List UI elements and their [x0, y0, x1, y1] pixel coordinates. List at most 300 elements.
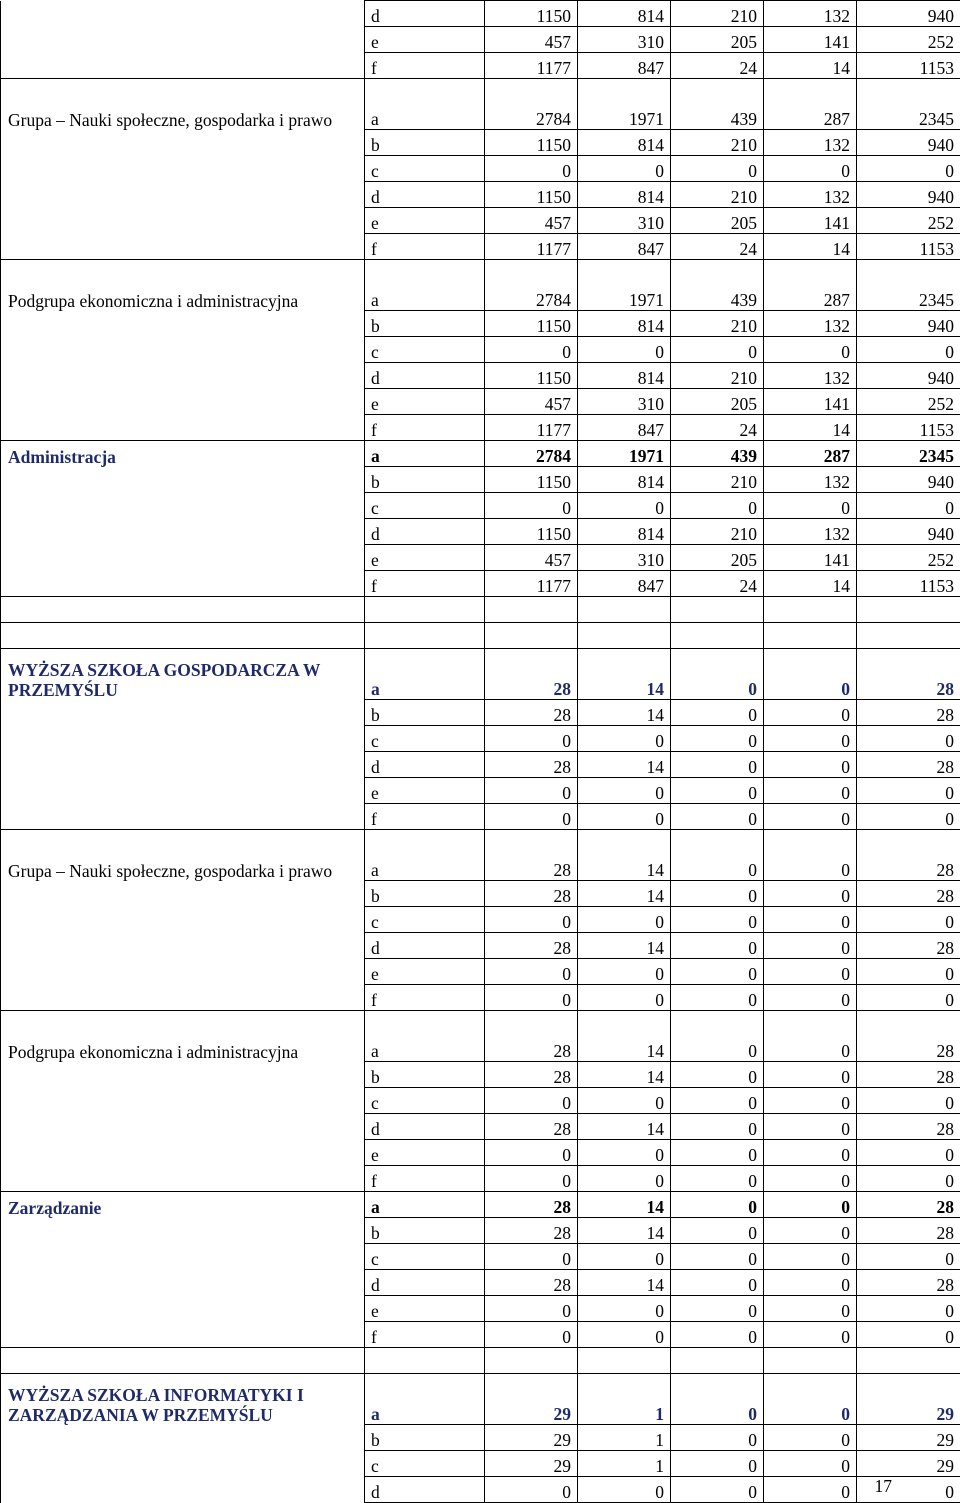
table-row: [1, 1374, 960, 1425]
value-cell: 0: [764, 881, 857, 907]
table-row: [1, 53, 960, 79]
value-cell: 287: [764, 260, 857, 311]
row-label: [1, 493, 365, 519]
value-cell: [857, 1348, 960, 1374]
value-cell: 28: [857, 1062, 960, 1088]
value-cell: 0: [485, 1322, 578, 1348]
value-cell: 940: [857, 519, 960, 545]
table-row: [1, 1166, 960, 1192]
value-cell: 132: [764, 519, 857, 545]
value-cell: 0: [764, 700, 857, 726]
row-code: e: [365, 1140, 485, 1166]
value-cell: 457: [485, 208, 578, 234]
value-cell: 0: [857, 1166, 960, 1192]
value-cell: 940: [857, 130, 960, 156]
value-cell: 2345: [857, 441, 960, 467]
value-cell: 14: [764, 53, 857, 79]
row-label: [1, 1166, 365, 1192]
value-cell: 0: [485, 959, 578, 985]
value-cell: 14: [578, 1192, 671, 1218]
table-row: [1, 1296, 960, 1322]
value-cell: 847: [578, 415, 671, 441]
row-code: b: [365, 1062, 485, 1088]
row-code: b: [365, 881, 485, 907]
row-code: e: [365, 389, 485, 415]
table-row: [1, 545, 960, 571]
value-cell: 0: [671, 1011, 764, 1062]
value-cell: 0: [671, 985, 764, 1011]
value-cell: 28: [485, 649, 578, 700]
table-row: [1, 519, 960, 545]
row-code: a: [365, 441, 485, 467]
table-row: [1, 1114, 960, 1140]
value-cell: 29: [485, 1374, 578, 1425]
row-label: [1, 752, 365, 778]
value-cell: 457: [485, 27, 578, 53]
row-code: f: [365, 804, 485, 830]
row-label: [1, 1, 365, 27]
row-code: d: [365, 1, 485, 27]
value-cell: 0: [671, 1192, 764, 1218]
value-cell: 940: [857, 363, 960, 389]
row-code: c: [365, 1451, 485, 1477]
value-cell: [485, 1348, 578, 1374]
value-cell: 132: [764, 467, 857, 493]
table-row: [1, 389, 960, 415]
value-cell: 457: [485, 545, 578, 571]
table-row: [1, 726, 960, 752]
value-cell: 439: [671, 260, 764, 311]
row-code: [365, 1348, 485, 1374]
value-cell: 0: [485, 337, 578, 363]
value-cell: 252: [857, 27, 960, 53]
row-code: [365, 623, 485, 649]
value-cell: 24: [671, 234, 764, 260]
table-row: [1, 1244, 960, 1270]
value-cell: 14: [578, 830, 671, 881]
value-cell: 0: [485, 1166, 578, 1192]
row-label: [1, 1088, 365, 1114]
blank-row: [1, 623, 960, 649]
value-cell: 132: [764, 363, 857, 389]
table-row: [1, 79, 960, 130]
row-code: d: [365, 933, 485, 959]
value-cell: 0: [764, 1140, 857, 1166]
row-code: e: [365, 545, 485, 571]
row-label: [1, 156, 365, 182]
table-row: [1, 907, 960, 933]
table-row: [1, 260, 960, 311]
value-cell: 28: [485, 1114, 578, 1140]
value-cell: 28: [485, 1192, 578, 1218]
table-row: [1, 182, 960, 208]
value-cell: 28: [485, 1062, 578, 1088]
value-cell: 457: [485, 389, 578, 415]
value-cell: 1971: [578, 260, 671, 311]
row-label: [1, 1114, 365, 1140]
value-cell: 2784: [485, 79, 578, 130]
value-cell: 28: [857, 881, 960, 907]
row-label: [1, 1477, 365, 1503]
value-cell: 847: [578, 53, 671, 79]
row-label: [1, 700, 365, 726]
value-cell: 252: [857, 545, 960, 571]
value-cell: 1177: [485, 234, 578, 260]
value-cell: 28: [485, 933, 578, 959]
value-cell: 0: [764, 830, 857, 881]
value-cell: 0: [764, 907, 857, 933]
table-row: [1, 778, 960, 804]
value-cell: 1: [578, 1451, 671, 1477]
row-code: a: [365, 1192, 485, 1218]
value-cell: 0: [671, 1477, 764, 1503]
row-code: a: [365, 649, 485, 700]
row-code: e: [365, 208, 485, 234]
value-cell: [857, 623, 960, 649]
value-cell: 0: [671, 778, 764, 804]
row-label: [1, 234, 365, 260]
table-row: [1, 363, 960, 389]
row-label: [1, 804, 365, 830]
row-label: [1, 1296, 365, 1322]
value-cell: 0: [857, 778, 960, 804]
value-cell: 0: [764, 156, 857, 182]
table-row: [1, 1322, 960, 1348]
value-cell: 814: [578, 311, 671, 337]
row-label: [1, 53, 365, 79]
row-code: d: [365, 363, 485, 389]
row-code: e: [365, 27, 485, 53]
row-label: [1, 778, 365, 804]
table-row: [1, 959, 960, 985]
row-code: e: [365, 778, 485, 804]
value-cell: 0: [578, 1477, 671, 1503]
row-label: [1, 959, 365, 985]
value-cell: 0: [671, 1425, 764, 1451]
row-code: c: [365, 1244, 485, 1270]
row-code: c: [365, 907, 485, 933]
row-label: Podgrupa ekonomiczna i administracyjna: [1, 1011, 365, 1062]
value-cell: [671, 623, 764, 649]
value-cell: 14: [764, 234, 857, 260]
row-code: c: [365, 726, 485, 752]
value-cell: 1150: [485, 1, 578, 27]
value-cell: 0: [857, 1296, 960, 1322]
value-cell: 1150: [485, 311, 578, 337]
value-cell: 0: [671, 493, 764, 519]
value-cell: 0: [578, 1322, 671, 1348]
row-code: b: [365, 1425, 485, 1451]
value-cell: 252: [857, 208, 960, 234]
row-code: d: [365, 752, 485, 778]
value-cell: 24: [671, 571, 764, 597]
value-cell: 0: [671, 1322, 764, 1348]
value-cell: 14: [578, 933, 671, 959]
value-cell: 1177: [485, 415, 578, 441]
value-cell: 205: [671, 389, 764, 415]
value-cell: 0: [671, 1062, 764, 1088]
value-cell: 310: [578, 27, 671, 53]
value-cell: 0: [764, 1477, 857, 1503]
value-cell: 0: [764, 804, 857, 830]
value-cell: 210: [671, 130, 764, 156]
row-label: [1, 726, 365, 752]
row-label: [1, 311, 365, 337]
value-cell: [764, 597, 857, 623]
value-cell: 210: [671, 1, 764, 27]
row-label: [1, 985, 365, 1011]
value-cell: 0: [857, 1322, 960, 1348]
value-cell: 0: [671, 1088, 764, 1114]
value-cell: 0: [578, 959, 671, 985]
row-code: d: [365, 519, 485, 545]
row-code: e: [365, 1296, 485, 1322]
row-code: f: [365, 1166, 485, 1192]
value-cell: [578, 597, 671, 623]
table-row: [1, 337, 960, 363]
row-code: a: [365, 260, 485, 311]
value-cell: 1150: [485, 363, 578, 389]
value-cell: 0: [764, 1270, 857, 1296]
table-row: [1, 311, 960, 337]
value-cell: 0: [764, 1244, 857, 1270]
value-cell: 1153: [857, 53, 960, 79]
value-cell: 0: [671, 1140, 764, 1166]
value-cell: 24: [671, 415, 764, 441]
table-row: [1, 1270, 960, 1296]
value-cell: 0: [578, 1244, 671, 1270]
value-cell: [578, 1348, 671, 1374]
value-cell: 2345: [857, 260, 960, 311]
value-cell: 0: [671, 933, 764, 959]
value-cell: 0: [671, 1296, 764, 1322]
value-cell: 0: [671, 752, 764, 778]
value-cell: 814: [578, 130, 671, 156]
value-cell: 24: [671, 53, 764, 79]
value-cell: 0: [671, 1114, 764, 1140]
value-cell: 0: [485, 907, 578, 933]
table-row: [1, 234, 960, 260]
row-code: c: [365, 1088, 485, 1114]
value-cell: 0: [764, 726, 857, 752]
value-cell: 0: [485, 156, 578, 182]
row-label: [1, 597, 365, 623]
value-cell: 310: [578, 389, 671, 415]
value-cell: 847: [578, 571, 671, 597]
value-cell: 1971: [578, 79, 671, 130]
value-cell: 287: [764, 79, 857, 130]
row-code: [365, 597, 485, 623]
value-cell: 847: [578, 234, 671, 260]
value-cell: 0: [764, 959, 857, 985]
value-cell: 14: [578, 1270, 671, 1296]
value-cell: 0: [857, 1140, 960, 1166]
row-label: Administracja: [1, 441, 365, 467]
value-cell: 0: [764, 1374, 857, 1425]
table-row: [1, 208, 960, 234]
value-cell: 28: [485, 752, 578, 778]
value-cell: 0: [578, 1296, 671, 1322]
value-cell: 210: [671, 182, 764, 208]
value-cell: 0: [671, 804, 764, 830]
value-cell: 14: [764, 415, 857, 441]
value-cell: 141: [764, 27, 857, 53]
value-cell: 28: [857, 1114, 960, 1140]
row-code: b: [365, 130, 485, 156]
table-row: [1, 467, 960, 493]
value-cell: 0: [764, 1218, 857, 1244]
value-cell: 28: [485, 881, 578, 907]
value-cell: 132: [764, 1, 857, 27]
value-cell: 0: [671, 1374, 764, 1425]
value-cell: 0: [857, 985, 960, 1011]
row-label: Grupa – Nauki społeczne, gospodarka i prawo: [1, 830, 365, 881]
value-cell: 0: [764, 1192, 857, 1218]
value-cell: 28: [857, 649, 960, 700]
value-cell: 814: [578, 467, 671, 493]
row-code: d: [365, 1477, 485, 1503]
value-cell: 0: [485, 493, 578, 519]
row-label: [1, 571, 365, 597]
value-cell: 0: [764, 1425, 857, 1451]
row-code: f: [365, 985, 485, 1011]
value-cell: 14: [578, 1218, 671, 1244]
table-row: [1, 1088, 960, 1114]
value-cell: 132: [764, 311, 857, 337]
value-cell: 0: [671, 156, 764, 182]
value-cell: 28: [857, 1218, 960, 1244]
value-cell: 0: [578, 1088, 671, 1114]
value-cell: 2784: [485, 441, 578, 467]
value-cell: 1153: [857, 234, 960, 260]
value-cell: 141: [764, 208, 857, 234]
table-row: [1, 1062, 960, 1088]
row-code: c: [365, 337, 485, 363]
value-cell: 0: [671, 1244, 764, 1270]
row-code: f: [365, 415, 485, 441]
value-cell: 0: [671, 337, 764, 363]
row-code: a: [365, 1374, 485, 1425]
value-cell: 0: [671, 1218, 764, 1244]
value-cell: 814: [578, 519, 671, 545]
value-cell: 0: [671, 649, 764, 700]
table-row: [1, 1140, 960, 1166]
value-cell: 814: [578, 363, 671, 389]
institution-label: WYŻSZA SZKOŁA GOSPODARCZA W PRZEMYŚLU: [1, 649, 365, 700]
value-cell: 1177: [485, 571, 578, 597]
value-cell: 1150: [485, 467, 578, 493]
value-cell: 0: [764, 1114, 857, 1140]
table-row: [1, 156, 960, 182]
value-cell: 14: [578, 881, 671, 907]
row-code: a: [365, 79, 485, 130]
value-cell: 940: [857, 1, 960, 27]
row-label: [1, 1244, 365, 1270]
table-row: [1, 27, 960, 53]
value-cell: 0: [764, 1088, 857, 1114]
value-cell: 0: [485, 1088, 578, 1114]
value-cell: 0: [857, 1477, 960, 1503]
row-label: [1, 337, 365, 363]
row-code: b: [365, 700, 485, 726]
value-cell: 28: [857, 1011, 960, 1062]
value-cell: 2345: [857, 79, 960, 130]
value-cell: 310: [578, 208, 671, 234]
row-label: [1, 933, 365, 959]
value-cell: 252: [857, 389, 960, 415]
value-cell: 0: [578, 337, 671, 363]
row-label: [1, 1322, 365, 1348]
value-cell: 0: [485, 778, 578, 804]
row-label: [1, 415, 365, 441]
value-cell: 1: [578, 1425, 671, 1451]
row-code: f: [365, 53, 485, 79]
value-cell: 940: [857, 311, 960, 337]
row-label: [1, 1062, 365, 1088]
value-cell: 1150: [485, 182, 578, 208]
row-label: [1, 467, 365, 493]
table-row: [1, 830, 960, 881]
value-cell: 205: [671, 27, 764, 53]
value-cell: 287: [764, 441, 857, 467]
row-label: [1, 545, 365, 571]
value-cell: 28: [485, 1011, 578, 1062]
row-label: [1, 389, 365, 415]
value-cell: 0: [671, 726, 764, 752]
value-cell: 14: [578, 1011, 671, 1062]
value-cell: 0: [485, 1296, 578, 1322]
value-cell: 0: [671, 830, 764, 881]
value-cell: 0: [485, 1140, 578, 1166]
value-cell: 0: [671, 1166, 764, 1192]
value-cell: 0: [857, 1244, 960, 1270]
value-cell: 0: [764, 752, 857, 778]
value-cell: 0: [485, 985, 578, 1011]
value-cell: 1153: [857, 571, 960, 597]
value-cell: 0: [857, 493, 960, 519]
value-cell: 0: [764, 1166, 857, 1192]
blank-row: [1, 1348, 960, 1374]
value-cell: 28: [485, 830, 578, 881]
value-cell: 0: [578, 1140, 671, 1166]
value-cell: 0: [857, 804, 960, 830]
row-code: b: [365, 467, 485, 493]
value-cell: 210: [671, 311, 764, 337]
value-cell: 1177: [485, 53, 578, 79]
row-code: c: [365, 156, 485, 182]
table-body: [1, 1, 960, 1503]
row-label: [1, 1425, 365, 1451]
value-cell: 1150: [485, 519, 578, 545]
row-label: [1, 907, 365, 933]
value-cell: 2784: [485, 260, 578, 311]
row-label: [1, 182, 365, 208]
value-cell: 141: [764, 389, 857, 415]
value-cell: [764, 623, 857, 649]
value-cell: 0: [485, 726, 578, 752]
table-row: [1, 933, 960, 959]
value-cell: 0: [764, 493, 857, 519]
value-cell: 0: [764, 337, 857, 363]
value-cell: 14: [578, 1114, 671, 1140]
value-cell: 132: [764, 130, 857, 156]
row-label: [1, 1270, 365, 1296]
value-cell: 439: [671, 79, 764, 130]
table-row: [1, 130, 960, 156]
value-cell: 0: [764, 1062, 857, 1088]
row-label: Grupa – Nauki społeczne, gospodarka i prawo: [1, 79, 365, 130]
value-cell: 28: [485, 1270, 578, 1296]
